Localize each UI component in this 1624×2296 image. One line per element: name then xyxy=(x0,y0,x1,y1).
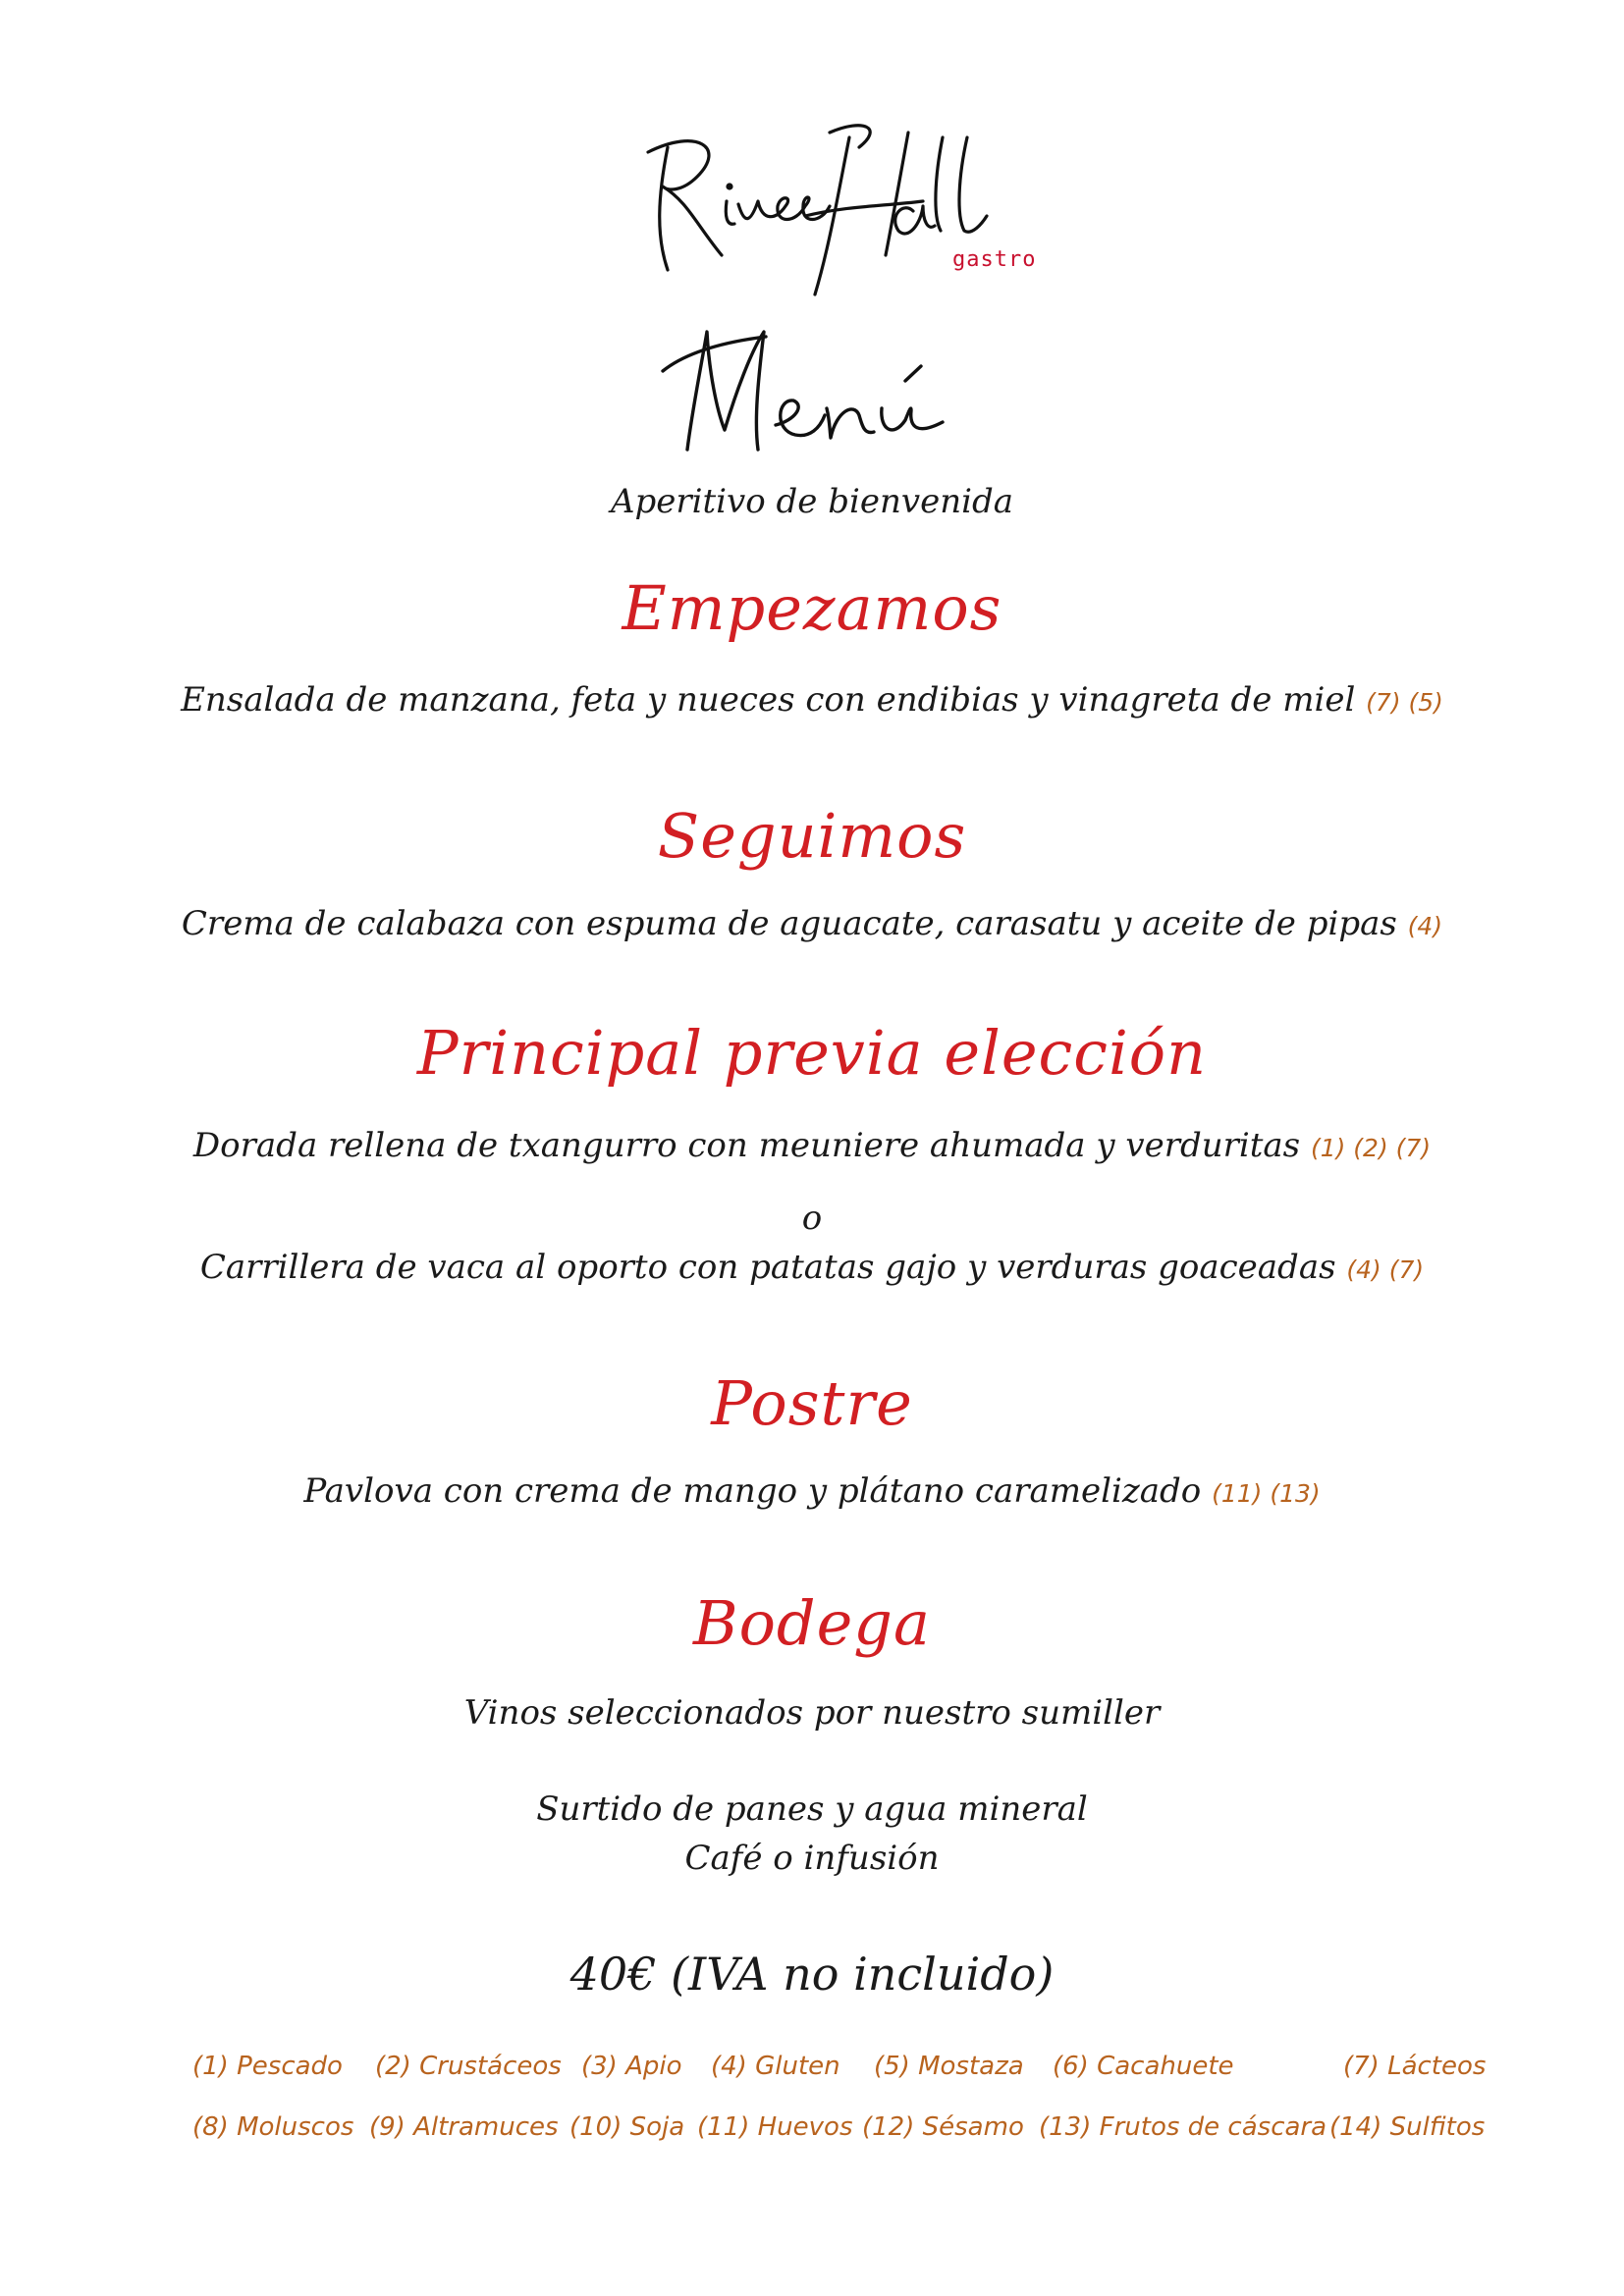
legend-item: (12) Sésamo xyxy=(862,2112,1024,2142)
legend-item: (4) Gluten xyxy=(711,2052,840,2081)
section-heading-cellar: Bodega xyxy=(693,1587,931,1659)
second-allergens: (4) xyxy=(1407,912,1443,940)
starter-allergens: (7) (5) xyxy=(1366,688,1443,717)
logo-signature xyxy=(628,108,1021,304)
legend-item: (2) Crustáceos xyxy=(375,2052,562,2081)
legend-item: (11) Huevos xyxy=(697,2112,853,2142)
section-heading-starters: Empezamos xyxy=(622,572,1002,644)
section-heading-second: Seguimos xyxy=(657,800,967,872)
main-option-a xyxy=(0,1123,1624,1171)
second-dish-text: Crema de calabaza con espuma de aguacate, carasatu y aceite de pipas xyxy=(181,904,1397,943)
legend-item: (6) Cacahuete xyxy=(1053,2052,1234,2081)
menu-title-script xyxy=(648,312,1001,469)
section-heading-dessert: Postre xyxy=(711,1367,913,1439)
menu-title xyxy=(648,312,1001,469)
main-option-b xyxy=(0,1245,1624,1293)
main-option-a-allergens: (1) (2) (7) xyxy=(1310,1134,1432,1162)
legend-item: (1) Pescado xyxy=(192,2052,343,2081)
cellar-extra-bread-water: Surtido de panes y agua mineral xyxy=(536,1789,1088,1829)
main-option-a-text: Dorada rellena de txangurro con meuniere ahumada y verduritas xyxy=(192,1126,1301,1165)
logo xyxy=(628,108,1037,304)
main-option-b-allergens: (4) (7) xyxy=(1346,1255,1425,1284)
logo-subtitle: gastro xyxy=(952,247,1037,272)
starter-dish xyxy=(0,677,1624,725)
legend-item: (7) Lácteos xyxy=(1343,2052,1487,2081)
legend-item: (9) Altramuces xyxy=(369,2112,559,2142)
section-heading-main: Principal previa elección xyxy=(416,1017,1208,1089)
legend-item: (13) Frutos de cáscara xyxy=(1039,2112,1327,2142)
cellar-wine: Vinos seleccionados por nuestro sumiller xyxy=(463,1693,1161,1733)
starter-dish-text: Ensalada de manzana, feta y nueces con endibias y vinagreta de miel xyxy=(181,680,1356,720)
legend-item: (10) Soja xyxy=(569,2112,685,2142)
legend-item: (5) Mostaza xyxy=(874,2052,1024,2081)
dessert-dish xyxy=(0,1468,1624,1517)
welcome-line: Aperitivo de bienvenida xyxy=(610,482,1014,521)
dessert-allergens: (11) (13) xyxy=(1212,1479,1321,1508)
price: 40€ (IVA no incluido) xyxy=(569,1948,1055,2001)
legend-item: (8) Moluscos xyxy=(192,2112,354,2142)
legend-item: (3) Apio xyxy=(581,2052,682,2081)
second-dish xyxy=(0,901,1624,949)
legend-item: (14) Sulfitos xyxy=(1329,2112,1486,2142)
dessert-dish-text: Pavlova con crema de mango y plátano caramelizado xyxy=(303,1471,1202,1511)
main-separator: o xyxy=(801,1199,823,1238)
cellar-extra-coffee: Café o infusión xyxy=(684,1839,940,1878)
main-option-b-text: Carrillera de vaca al oporto con patatas gajo y verduras goaceadas xyxy=(199,1248,1336,1287)
